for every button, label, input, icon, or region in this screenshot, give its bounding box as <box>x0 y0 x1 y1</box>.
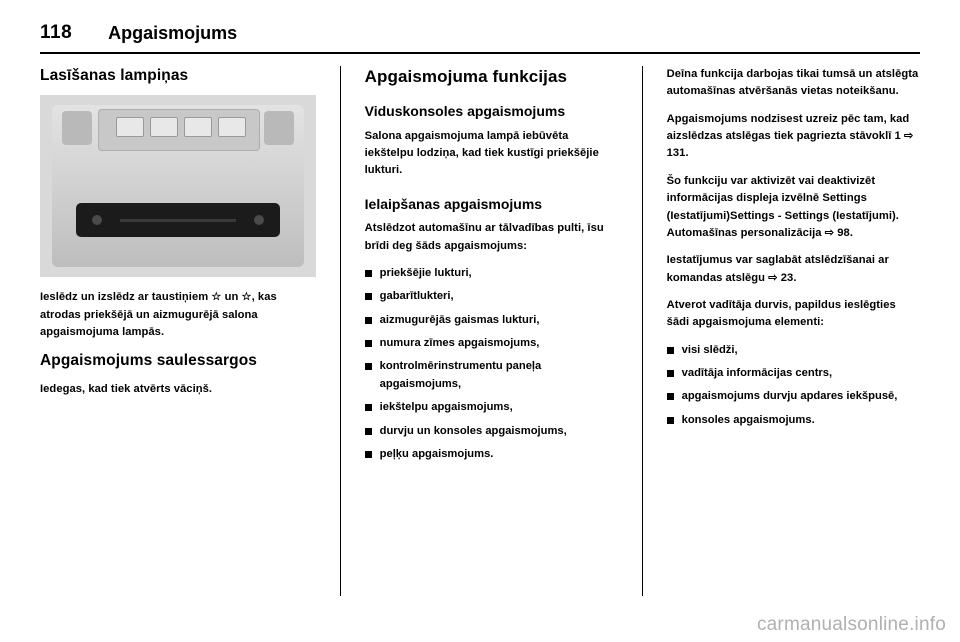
list-item: kontrolmērinstrumentu paneļa apgaismojums, <box>365 358 618 393</box>
list-item: peļķu apgaismojums. <box>365 446 618 463</box>
key-personalization-text: Iestatījumus var saglabāt atslēdzīšanai ar komandas atslēgu ⇨ 23. <box>666 254 889 284</box>
console-switch-icon <box>184 117 212 137</box>
panel-dot-icon <box>92 215 102 225</box>
list-item: gabarītlukteri, <box>365 288 618 305</box>
entry-lighting-text: Atslēdzot automašīnu ar tālvadības pulti, īsu brīdi deg šāds apgaismojums: <box>364 222 604 252</box>
list-item: durvju un konsoles apgaismojums, <box>365 423 618 440</box>
panel-dot-icon <box>254 215 264 225</box>
left-reading-lamp-shape <box>62 111 92 145</box>
page-title: Apgaismojums <box>108 22 238 43</box>
list-item: apgaismojums durvju apdares iekšpusē, <box>667 388 920 405</box>
column-two <box>365 66 618 606</box>
sun-visor-lighting-text: Iedegas, kad tiek atvērts vāciņš. <box>40 382 213 395</box>
header-rule <box>40 52 920 54</box>
column-gap <box>341 66 365 606</box>
section-heading-reading-lamps: Lasīšanas lampiņas <box>40 67 189 84</box>
driver-door-list <box>667 342 920 429</box>
subheading-entry-lighting: Ielaipšanas apgaismojums <box>364 195 543 212</box>
subheading-center-console-lighting: Viduskonsoles apgaismojums <box>364 103 566 120</box>
driver-door-text: Atverot vadītāja durvis, papildus ieslēgties šādi apgaismojuma elementi: <box>666 298 896 329</box>
list-item: numura zīmes apgaismojums, <box>365 335 618 352</box>
list-item: priekšējie lukturi, <box>365 265 618 282</box>
content-columns <box>40 66 920 606</box>
column-gap <box>618 66 642 606</box>
figure-caption: Ieslēdz un izslēdz ar taustiņiem ☆ un ☆, kas atrodas priekšējā un aizmugurējā salona apgaismojuma lampās. <box>40 291 277 339</box>
list-item: aizmugurējās gaismas lukturi, <box>365 312 618 329</box>
control-panel-shape <box>76 203 280 237</box>
list-item: vadītāja informācijas centrs, <box>667 365 920 382</box>
ignition-off-text: Apgaismojums nodzisest uzreiz pēc tam, kad aizslēdzas atslēgas tiek pagriezta stāvoklī 1 ⇨ 131. <box>666 112 914 160</box>
dark-detection-text: Deīna funkcija darbojas tikai tumsā un atslēgta automašīnas atvēršanās vietas noteikšanu. <box>666 68 919 98</box>
entry-lighting-list <box>365 265 618 463</box>
center-console-lighting-text: Salona apgaismojuma lampā iebūvēta iekštelpu lodziņa, kad tiek kustīgi priekšējie lukturi. <box>364 129 599 177</box>
right-reading-lamp-shape <box>264 111 294 145</box>
settings-menu-text: Šo funkciju var aktivizēt vai deaktivizēt informācijas displeja izvēlnē Settings (Iestatījumi)Settings - Settings (Iestatījumi). Automašīnas personalizācija ⇨ 98. <box>666 174 899 239</box>
roof-console-illustration <box>40 95 316 277</box>
page-header <box>40 16 920 50</box>
console-switch-icon <box>218 117 246 137</box>
section-heading-lighting-functions: Apgaismojuma funkcijas <box>364 67 568 86</box>
page-number: 118 <box>40 22 73 43</box>
column-gap <box>643 66 667 606</box>
console-switch-icon <box>150 117 178 137</box>
panel-slot-shape <box>120 219 236 222</box>
column-one <box>40 66 316 606</box>
console-switch-icon <box>116 117 144 137</box>
section-heading-sun-visor-lighting: Apgaismojums saulessargos <box>40 352 257 370</box>
column-gap <box>316 66 340 606</box>
list-item: visi slēdži, <box>667 342 920 359</box>
column-three <box>667 66 920 606</box>
list-item: iekštelpu apgaismojums, <box>365 399 618 416</box>
list-item: konsoles apgaismojums. <box>667 412 920 429</box>
watermark: carmanualsonline.info <box>756 614 946 635</box>
